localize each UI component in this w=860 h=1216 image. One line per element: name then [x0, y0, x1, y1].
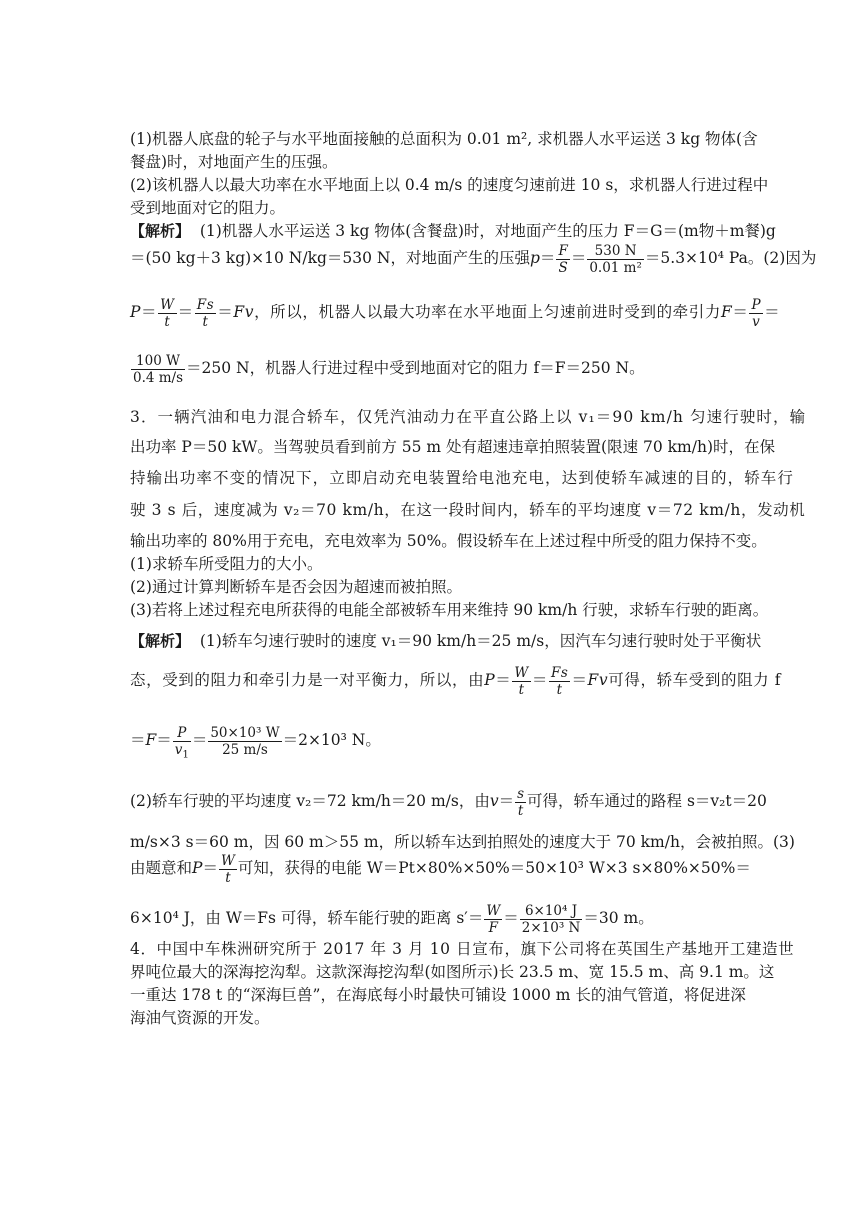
q3-solution-line4: (2)轿车行驶的平均速度 v₂＝72 km/h＝20 m/s，由v＝ $\frac{s}{t}$ 可得，轿车通过的路程 s＝v₂t＝20: [130, 785, 767, 819]
q2-solution-line2: ＝(50 kg＋3 kg)×10 N/kg＝530 N，对地面产生的压强p＝ $\frac{F}{S}$ ＝ $\frac{530 N}{\text{0.01 m²}}$ ＝5.3×10⁴ Pa。(2)因为: [130, 242, 817, 276]
fraction-s-over-t: $\frac{s}{t}$: [517, 785, 525, 819]
q2-part2-line1: (2)该机器人以最大功率在水平地面上以 0.4 m/s 的速度匀速前进 10 s，求机器人行进过程中: [130, 176, 769, 194]
q3-solution-line7: 6×10⁴ J，由 W＝Fs 可得，轿车能行驶的距离 s′＝ $\frac{W}{F}$ ＝ $\frac{\text{6×10⁴ J}}{\text{2×10³ N}}$ ＝30 m。: [130, 902, 654, 936]
q3-solution-line3: ＝F＝ $\frac{P}{v_1}$ ＝ $\frac{\text{50×10³ W}}{25 m/s}$ ＝2×10³ N。: [130, 724, 381, 761]
q2-part1-line1: (1)机器人底盘的轮子与水平地面接触的总面积为 0.01 m², 求机器人水平运送 3 kg 物体(含: [130, 130, 758, 148]
fraction-fs-over-t: $\frac{Fs}{t}$: [196, 296, 215, 330]
fraction-f-over-s: $\frac{F}{S}$: [558, 242, 568, 276]
solution-label: 【解析】: [130, 632, 191, 650]
q4-stem-line1: 4．中国中车株洲研究所于 2017 年 3 月 10 日宣布，旗下公司将在英国生产基地开工建造世: [130, 940, 795, 958]
q4-stem-line2: 界吨位最大的深海挖沟犁。这款深海挖沟犁(如图所示)长 23.5 m、宽 15.5 m、高 9.1 m。这: [130, 963, 775, 981]
fraction-pressure: $\frac{530 N}{\text{0.01 m²}}$: [589, 242, 642, 276]
q3-sub1: (1)求轿车所受阻力的大小。: [130, 555, 323, 573]
fraction-force: $\frac{100 W}{0.4 m/s}$: [133, 352, 184, 386]
q3-stem-line5: 输出功率的 80%用于充电，充电效率为 50%。假设轿车在上述过程中所受的阻力保持不变。: [130, 532, 767, 550]
q3-solution-line5: m/s×3 s＝60 m，因 60 m＞55 m，所以轿车达到拍照处的速度大于 70 km/h，会被拍照。(3): [130, 833, 795, 851]
q4-stem-line4: 海油气资源的开发。: [130, 1009, 270, 1027]
fraction-w-over-t: $\frac{W}{t}$: [160, 296, 175, 330]
q3-solution-line1: 【解析】 (1)轿车匀速行驶时的速度 v₁＝90 km/h＝25 m/s，因汽车匀速行驶时处于平衡状: [130, 632, 762, 650]
q2-part2-line2: 受到地面对它的阻力。: [130, 199, 286, 217]
q3-stem-line4: 驶 3 s 后，速度减为 v₂＝70 km/h，在这一段时间内，轿车的平均速度 v＝72 km/h，发动机: [130, 501, 806, 519]
fraction-distance: $\frac{\text{6×10⁴ J}}{\text{2×10³ N}}$: [521, 902, 581, 936]
solution-label: 【解析】: [130, 222, 191, 240]
q3-sub3: (3)若将上述过程充电所获得的电能全部被轿车用来维持 90 km/h 行驶，求轿车行驶的距离。: [130, 601, 769, 619]
q3-solution-line2: 态，受到的阻力和牵引力是一对平衡力，所以，由P＝ $\frac{W}{t}$ ＝ $\frac{Fs}{t}$ ＝Fv可得，轿车受到的阻力 f: [130, 664, 782, 698]
q3-stem-line2: 出功率 P＝50 kW。当驾驶员看到前方 55 m 处有超速违章拍照装置(限速 70 km/h)时，在保: [130, 438, 776, 456]
q3-stem-line1: 3．一辆汽油和电力混合轿车，仅凭汽油动力在平直公路上以 v₁＝90 km/h 匀速行驶时，输: [130, 408, 807, 426]
fraction-p-over-v1: $\frac{P}{v_1}$: [174, 724, 189, 761]
fraction-w-over-f: $\frac{W}{F}$: [486, 902, 501, 936]
q2-solution-line1: 【解析】 (1)机器人水平运送 3 kg 物体(含餐盘)时，对地面产生的压力 F＝G＝(m物＋m餐)g: [130, 222, 776, 240]
fraction-p-over-v: $\frac{P}{v}$: [751, 296, 762, 330]
q3-solution-line6: 由题意和P＝ $\frac{W}{t}$ 可知，获得的电能 W＝Pt×80%×50%＝50×10³ W×3 s×80%×50%＝: [130, 852, 751, 886]
q2-part1-line2: 餐盘)时，对地面产生的压强。: [130, 153, 338, 171]
fraction-fs-over-t: $\frac{Fs}{t}$: [550, 664, 569, 698]
fraction-resistance: $\frac{\text{50×10³ W}}{25 m/s}$: [210, 724, 280, 758]
q3-stem-line3: 持输出功率不变的情况下，立即启动充电装置给电池充电，达到使轿车减速的目的，轿车行: [130, 469, 795, 487]
q2-solution-line4: $\frac{100 W}{0.4 m/s}$ ＝250 N，机器人行进过程中受到地面对它的阻力 f＝F＝250 N。: [133, 352, 645, 386]
fraction-w-over-t: $\frac{W}{t}$: [514, 664, 529, 698]
q2-solution-line3: P＝ $\frac{W}{t}$ ＝ $\frac{Fs}{t}$ ＝Fv，所以，机器人以最大功率在水平地面上匀速前进时受到的牵引力F＝ $\frac{P}{v}$ ＝: [130, 296, 781, 330]
q3-sub2: (2)通过计算判断轿车是否会因为超速而被拍照。: [130, 578, 462, 596]
q4-stem-line3: 一重达 178 t 的“深海巨兽”，在海底每小时最快可铺设 1000 m 长的油气管道，将促进深: [130, 986, 746, 1004]
fraction-w-over-t: $\frac{W}{t}$: [220, 852, 235, 886]
